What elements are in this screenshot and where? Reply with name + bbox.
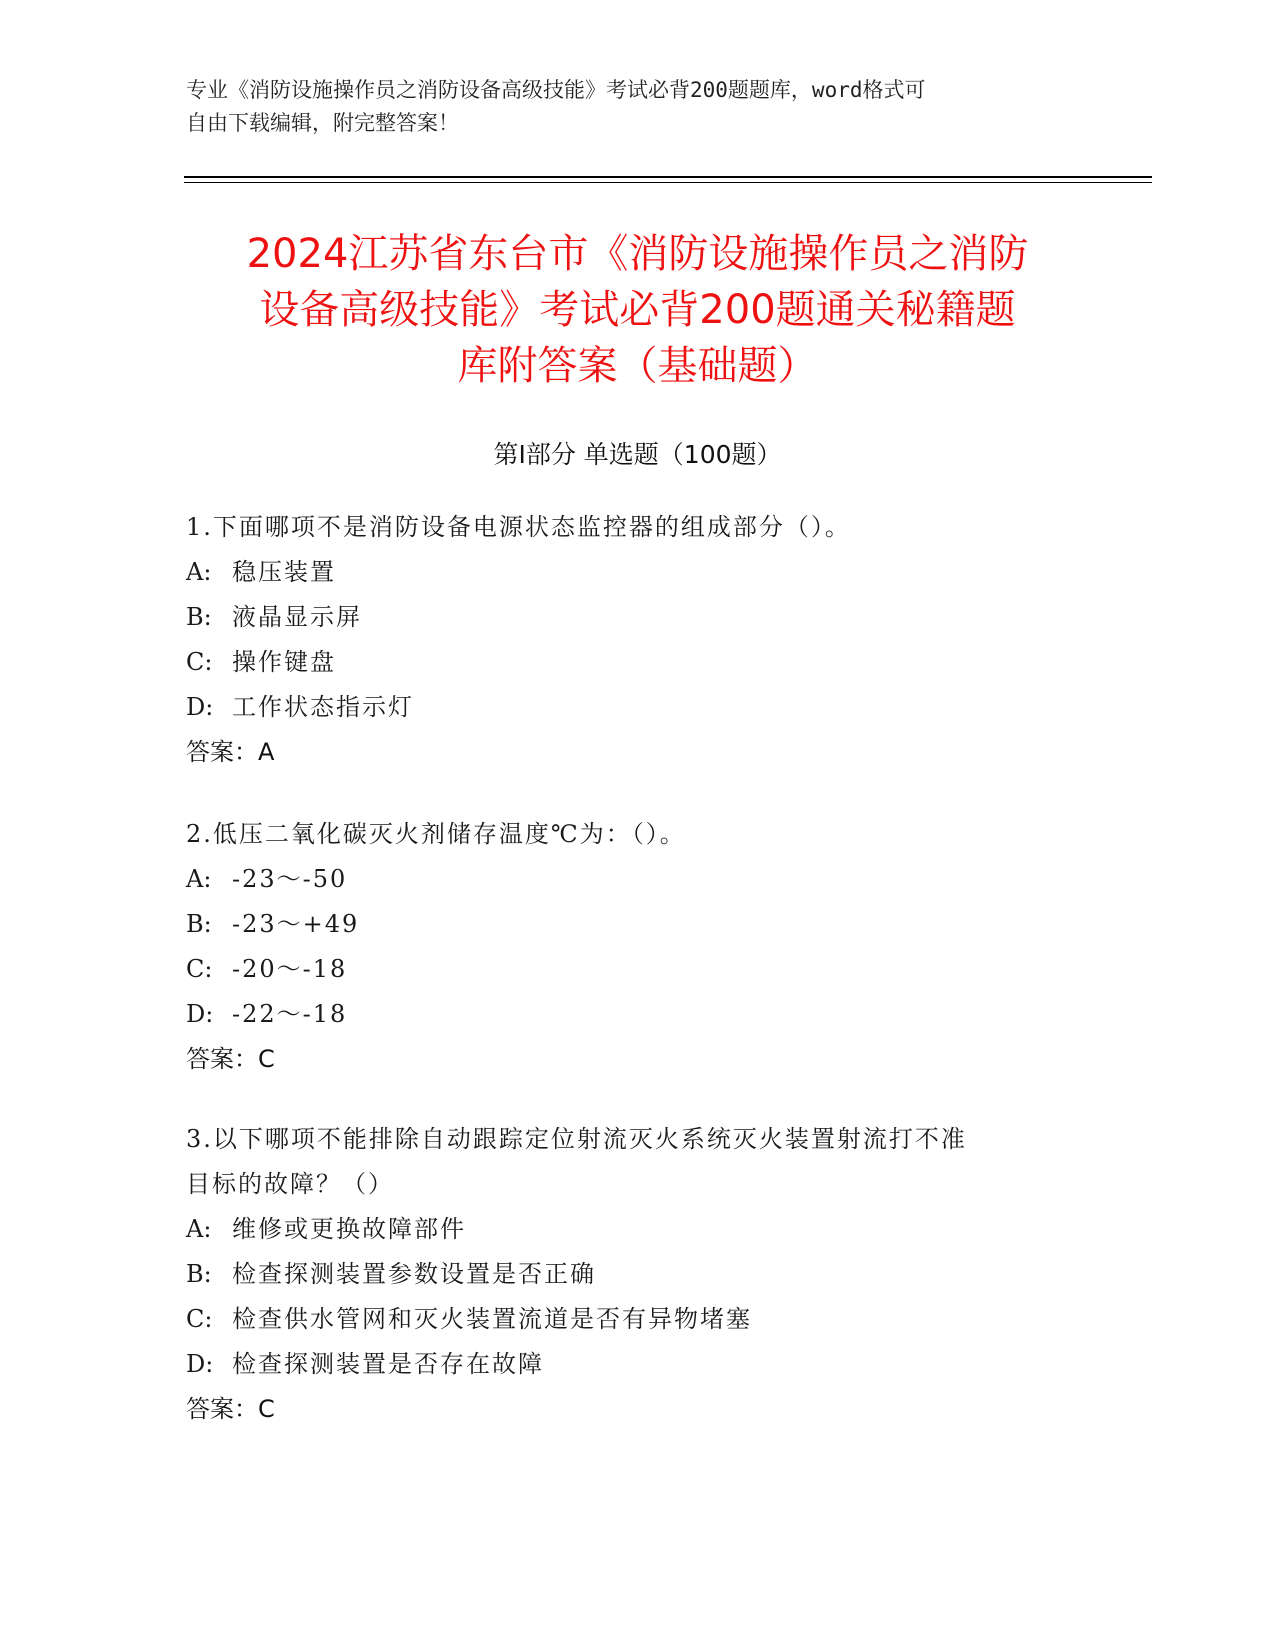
- option-b: [186, 1252, 1066, 1297]
- option-text: -22～-18: [232, 1000, 348, 1028]
- answer: 答案：A: [186, 738, 275, 766]
- option-d: [186, 685, 1066, 730]
- option-c: [186, 947, 1066, 992]
- question-stem: 1.下面哪项不是消防设备电源状态监控器的组成部分（）。: [186, 513, 851, 541]
- option-text: 检查探测装置是否存在故障: [232, 1350, 544, 1378]
- option-d: [186, 992, 1066, 1037]
- option-letter: B:: [186, 1260, 212, 1288]
- question-stem: 2.低压二氧化碳灭火剂储存温度℃为：（）。: [186, 820, 686, 848]
- option-a: [186, 1207, 1066, 1252]
- question-2: [186, 812, 1066, 1082]
- option-letter: A:: [186, 558, 212, 586]
- section-title: 第Ⅰ部分 单选题（100题）: [493, 440, 782, 469]
- option-text: -20～-18: [232, 955, 348, 983]
- option-a: [186, 550, 1066, 595]
- header-divider-thick: [184, 176, 1152, 178]
- option-text: 检查供水管网和灭火装置流道是否有异物堵塞: [232, 1305, 752, 1333]
- option-letter: D:: [186, 693, 214, 721]
- answer: 答案：C: [186, 1045, 275, 1073]
- option-d: [186, 1342, 1066, 1387]
- question-1: [186, 505, 1066, 775]
- option-letter: A:: [186, 865, 212, 893]
- header-note-line: 专业《消防设施操作员之消防设备高级技能》考试必背200题题库，word格式可: [186, 78, 926, 102]
- question-3: [186, 1117, 1066, 1432]
- option-letter: B:: [186, 603, 212, 631]
- option-letter: D:: [186, 1000, 214, 1028]
- option-letter: C:: [186, 955, 213, 983]
- option-letter: C:: [186, 1305, 213, 1333]
- option-c: [186, 640, 1066, 685]
- header-divider-thin: [184, 182, 1152, 183]
- question-stem: 目标的故障？（）: [186, 1170, 394, 1198]
- answer: 答案：C: [186, 1395, 275, 1423]
- document-title-line: 设备高级技能》考试必背200题通关秘籍题: [259, 287, 1016, 333]
- option-letter: B:: [186, 910, 212, 938]
- document-title-line: 2024江苏省东台市《消防设施操作员之消防: [246, 231, 1029, 277]
- option-text: 操作键盘: [232, 648, 336, 676]
- option-letter: D:: [186, 1350, 214, 1378]
- header-note-line: 自由下载编辑，附完整答案！: [186, 111, 459, 135]
- document-title: [150, 226, 1125, 394]
- option-text: 稳压装置: [232, 558, 336, 586]
- option-text: 液晶显示屏: [232, 603, 362, 631]
- option-b: [186, 595, 1066, 640]
- option-c: [186, 1297, 1066, 1342]
- option-text: 工作状态指示灯: [232, 693, 414, 721]
- option-text: 维修或更换故障部件: [232, 1215, 466, 1243]
- option-text: -23～-50: [232, 865, 348, 893]
- header-note: [186, 74, 1066, 140]
- document-title-line: 库附答案（基础题）: [457, 343, 818, 389]
- option-letter: A:: [186, 1215, 212, 1243]
- option-a: [186, 857, 1066, 902]
- option-text: 检查探测装置参数设置是否正确: [232, 1260, 596, 1288]
- question-stem: 3.以下哪项不能排除自动跟踪定位射流灭火系统灭火装置射流打不准: [186, 1125, 967, 1153]
- option-letter: C:: [186, 648, 213, 676]
- option-b: [186, 902, 1066, 947]
- option-text: -23～+49: [232, 910, 360, 938]
